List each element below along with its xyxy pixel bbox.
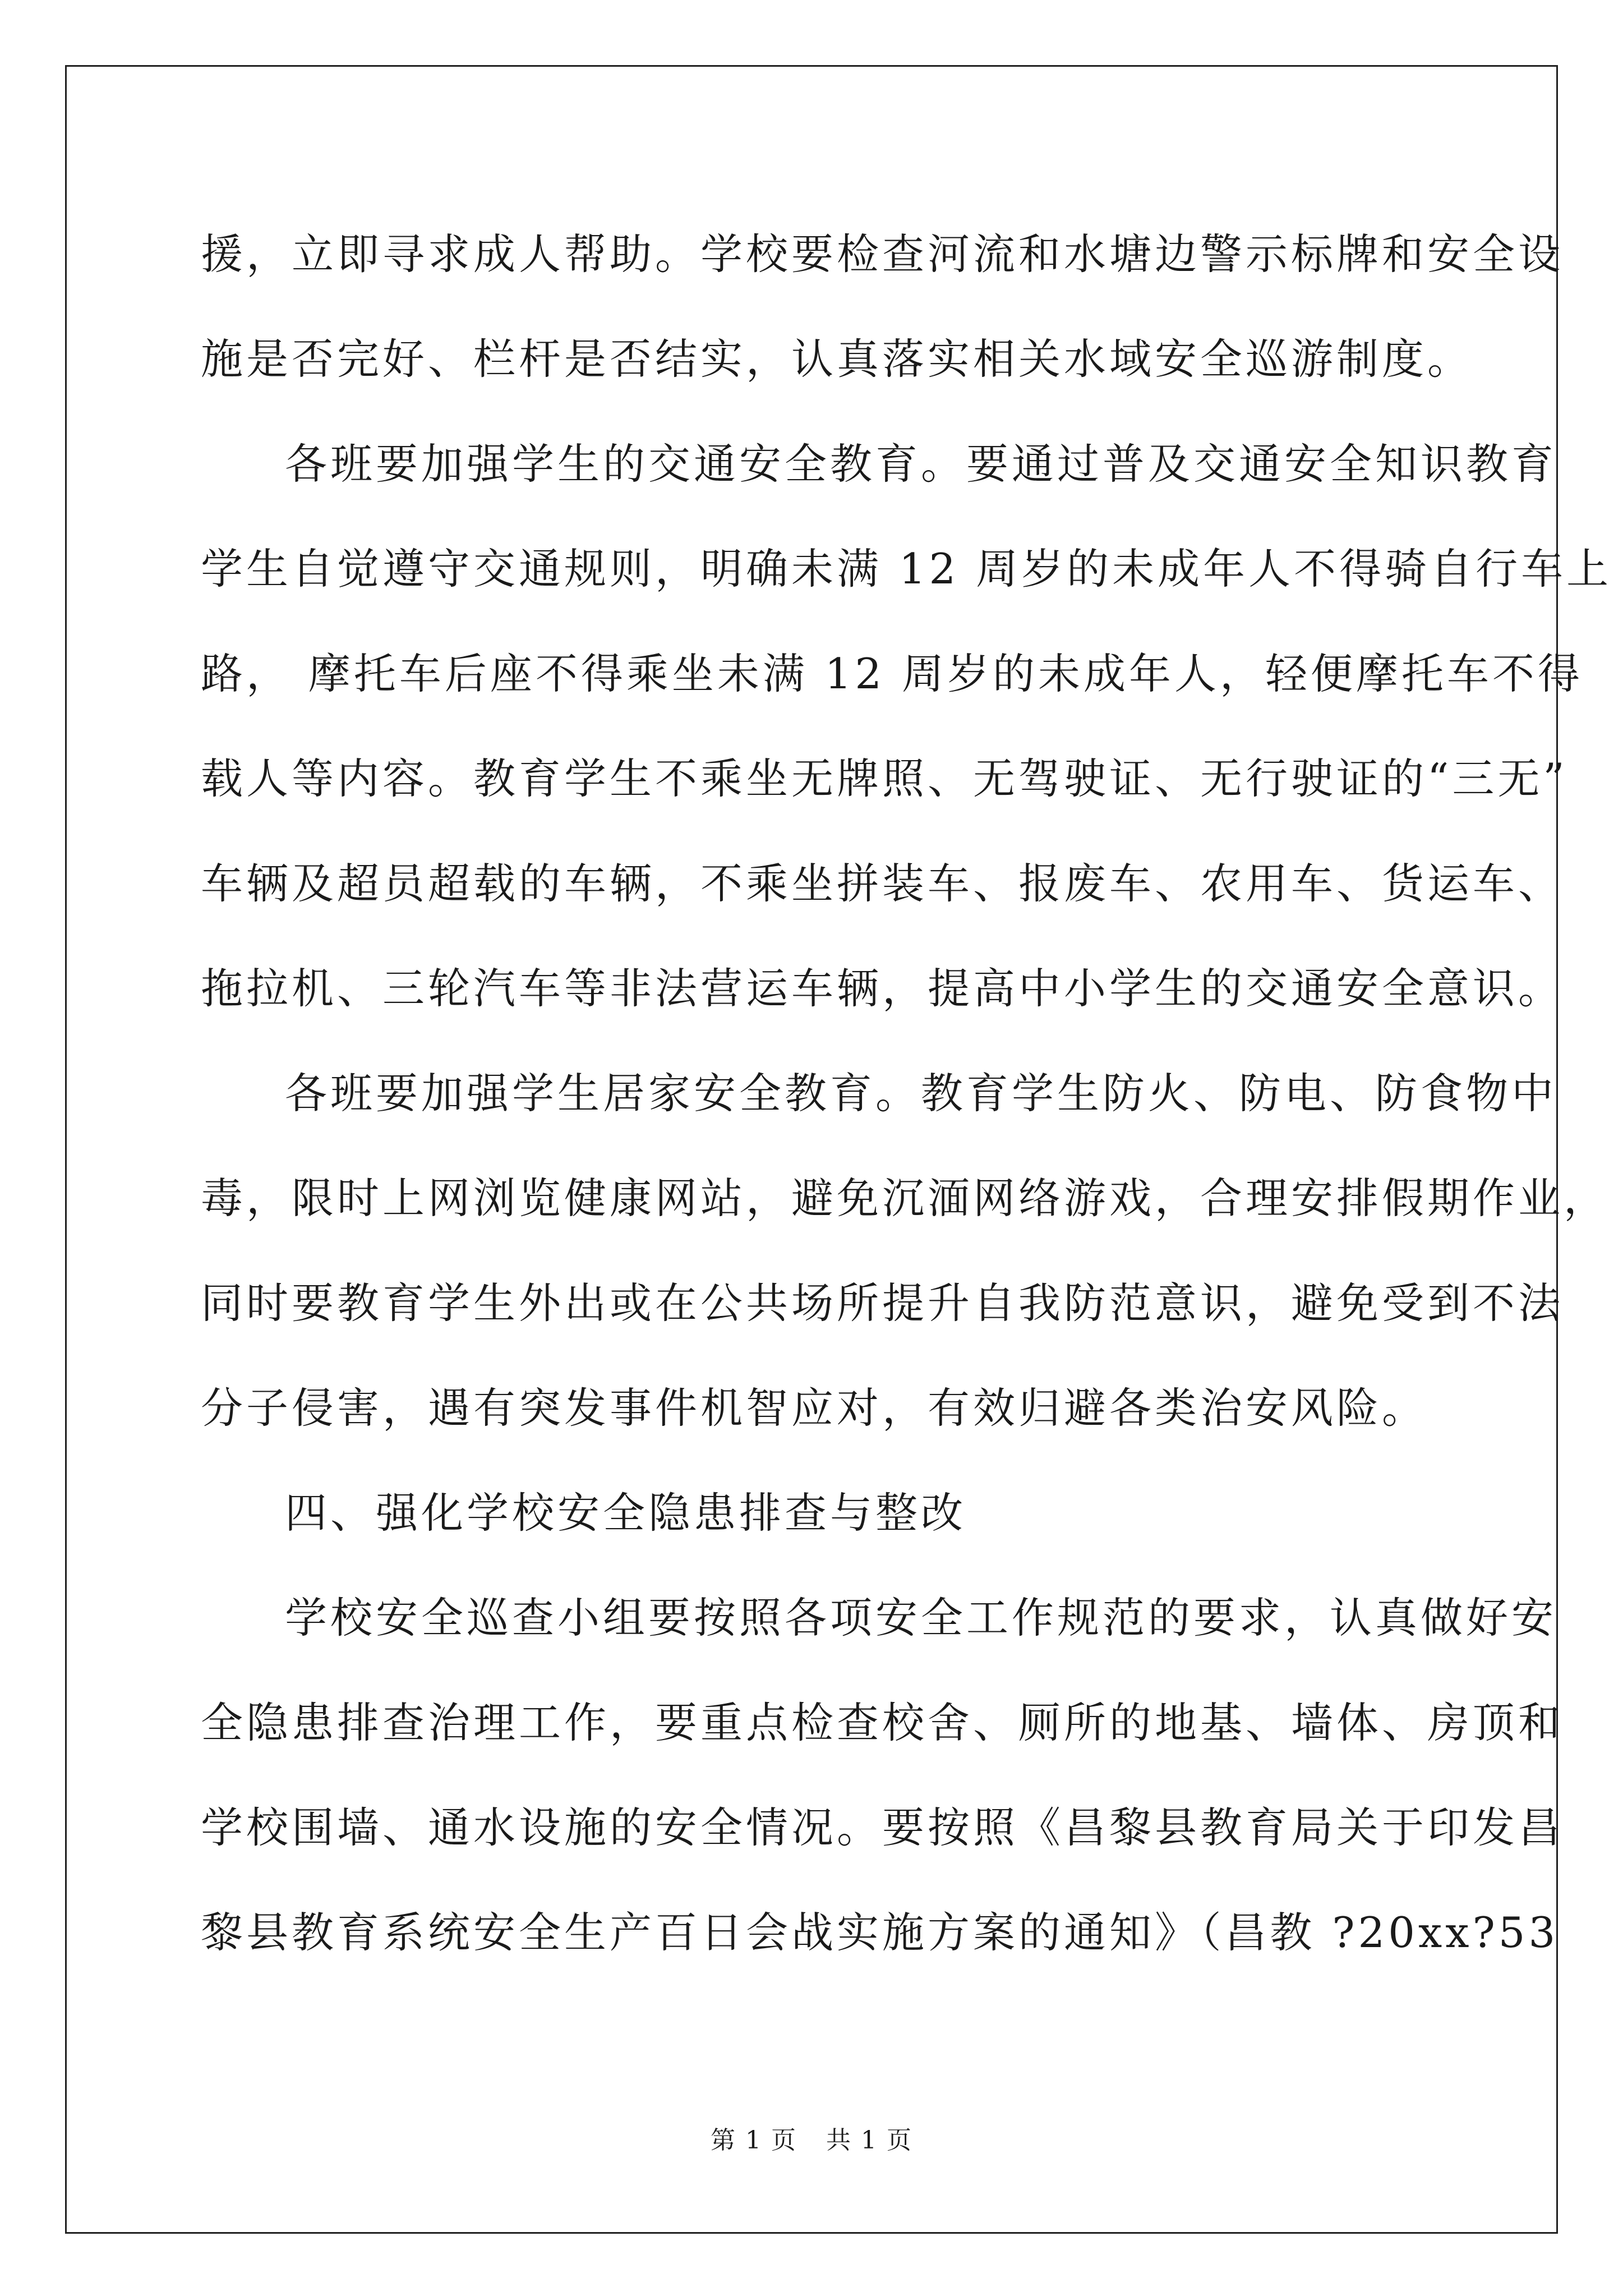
section-heading: 四、强化学校安全隐患排查与整改	[285, 1488, 967, 1538]
page-total: 共 1 页	[826, 2126, 912, 2155]
text-line-15: 全隐患排查治理工作，要重点检查校舍、厕所的地基、墙体、房顶和	[201, 1698, 1564, 1747]
page-number: 第 1 页	[711, 2126, 797, 2155]
text-line-9: 各班要加强学生居家安全教育。教育学生防火、防电、防食物中	[285, 1069, 1557, 1118]
text-line-6: 载人等内容。教育学生不乘坐无牌照、无驾驶证、无行驶证的“三无”	[201, 754, 1568, 803]
text-line-11: 同时要教育学生外出或在公共场所提升自我防范意识，避免受到不法	[201, 1278, 1564, 1328]
text-line-4: 学生自觉遵守交通规则，明确未满 12 周岁的未成年人不得骑自行车上	[201, 544, 1612, 593]
text-line-10: 毒，限时上网浏览健康网站，避免沉湎网络游戏，合理安排假期作业，	[201, 1174, 1610, 1223]
text-line-1: 援，立即寻求成人帮助。学校要检查河流和水塘边警示标牌和安全设	[201, 229, 1564, 279]
text-line-5: 路， 摩托车后座不得乘坐未满 12 周岁的未成年人，轻便摩托车不得	[201, 649, 1583, 698]
text-line-17: 黎县教育系统安全生产百日会战实施方案的通知》（昌教 ?20xx?53	[201, 1908, 1559, 1957]
text-line-12: 分子侵害，遇有突发事件机智应对，有效归避各类治安风险。	[201, 1383, 1428, 1433]
text-line-3: 各班要加强学生的交通安全教育。要通过普及交通安全知识教育	[285, 439, 1557, 489]
page-footer	[0, 2124, 1623, 2157]
text-line-14: 学校安全巡查小组要按照各项安全工作规范的要求，认真做好安	[285, 1593, 1557, 1642]
text-line-2: 施是否完好、栏杆是否结实，认真落实相关水域安全巡游制度。	[201, 334, 1473, 384]
text-line-8: 拖拉机、三轮汽车等非法营运车辆，提高中小学生的交通安全意识。	[201, 964, 1564, 1013]
text-line-16: 学校围墙、通水设施的安全情况。要按照《昌黎县教育局关于印发昌	[201, 1803, 1564, 1852]
text-line-7: 车辆及超员超载的车辆，不乘坐拼装车、报废车、农用车、货运车、	[201, 859, 1564, 908]
document-body	[201, 202, 1612, 1985]
